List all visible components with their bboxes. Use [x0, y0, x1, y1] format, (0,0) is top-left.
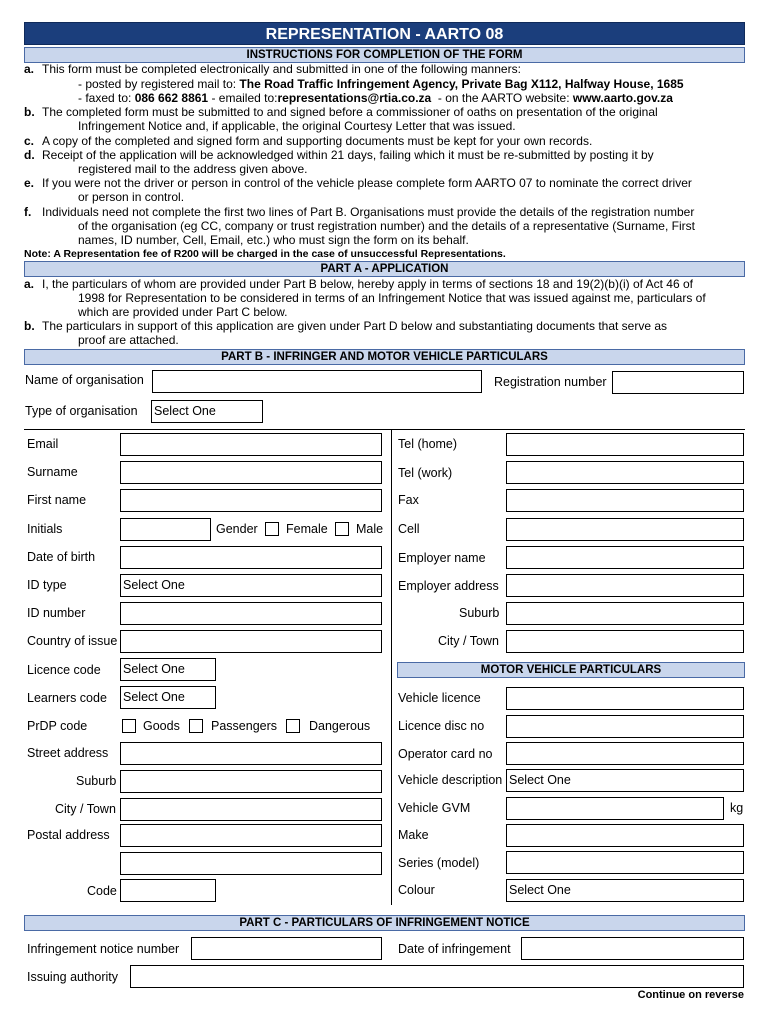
female-label: Female — [286, 522, 328, 536]
goods-label: Goods — [143, 719, 180, 733]
city-town-input[interactable] — [120, 798, 382, 821]
part-a-a-text2: 1998 for Representation to be considered in terms of an Infringement Notice that was issued against me, particulars of — [78, 291, 706, 305]
operator-card-label: Operator card no — [398, 747, 493, 761]
employer-address-label: Employer address — [398, 579, 499, 593]
instruction-d-letter: d. — [24, 148, 35, 162]
postal-address-label: Postal address — [27, 828, 110, 842]
dob-label: Date of birth — [27, 550, 96, 564]
fee-note: Note: A Representation fee of R200 will be charged in the case of unsuccessful Representations. — [24, 248, 506, 260]
org-type-select[interactable]: Select One — [151, 400, 263, 423]
make-label: Make — [398, 828, 429, 842]
part-b-heading: PART B - INFRINGER AND MOTOR VEHICLE PARTICULARS — [24, 349, 745, 365]
licence-code-select[interactable]: Select One — [120, 658, 216, 681]
colour-label: Colour — [398, 883, 435, 897]
fax-label: Fax — [398, 493, 419, 507]
instruction-a-text: This form must be completed electronically and submitted in one of the following manners: — [42, 62, 521, 76]
part-a-b-text2: proof are attached. — [78, 333, 179, 347]
email-prefix: - emailed to: — [208, 91, 278, 105]
part-c-heading: PART C - PARTICULARS OF INFRINGEMENT NOTICE — [24, 915, 745, 931]
employer-name-label: Employer name — [398, 551, 486, 565]
colour-select[interactable]: Select One — [506, 879, 744, 902]
licence-disc-label: Licence disc no — [398, 719, 485, 733]
part-a-a — [24, 277, 693, 291]
first-name-input[interactable] — [120, 489, 382, 512]
instruction-f-text3: names, ID number, Cell, Email, etc.) who must sign the form on its behalf. — [78, 233, 469, 247]
country-issue-input[interactable] — [120, 630, 382, 653]
employer-name-input[interactable] — [506, 546, 744, 569]
cell-label: Cell — [398, 522, 420, 536]
male-label: Male — [356, 522, 384, 536]
surname-label: Surname — [27, 465, 78, 479]
instruction-b-text2: Infringement Notice and, if applicable, the original Courtesy Letter that was issued. — [78, 119, 516, 133]
email-input[interactable] — [120, 433, 382, 456]
id-type-select[interactable]: Select One — [120, 574, 382, 597]
org-name-label: Name of organisation — [25, 373, 144, 387]
tel-home-input[interactable] — [506, 433, 744, 456]
post-address: The Road Traffic Infringement Agency, Private Bag X112, Halfway House, 1685 — [239, 77, 684, 91]
fax-prefix: - faxed to: — [78, 91, 135, 105]
dangerous-checkbox[interactable] — [286, 719, 300, 733]
learners-code-label: Learners code — [27, 691, 107, 705]
male-checkbox[interactable] — [335, 522, 349, 536]
street-address-input[interactable] — [120, 742, 382, 765]
series-input[interactable] — [506, 851, 744, 874]
instruction-d-text1: Receipt of the application will be acknowledged within 21 days, failing which it must be re-submitted by posting it by — [42, 148, 654, 162]
postal-address-input-1[interactable] — [120, 824, 382, 847]
instruction-f-text2: of the organisation (eg CC, company or trust registration number) and the details of a representative (Surname, First — [78, 219, 695, 233]
instruction-a-fax — [24, 91, 673, 105]
instruction-b-letter: b. — [24, 105, 35, 119]
email-address: representations@rtia.co.za — [277, 91, 432, 105]
dangerous-label: Dangerous — [309, 719, 371, 733]
initials-label: Initials — [27, 522, 63, 536]
dob-input[interactable] — [120, 546, 382, 569]
passengers-label: Passengers — [211, 719, 278, 733]
notice-number-input[interactable] — [191, 937, 382, 960]
goods-checkbox[interactable] — [122, 719, 136, 733]
website: www.aarto.gov.za — [572, 91, 673, 105]
instruction-e — [24, 176, 692, 190]
vehicle-gvm-input[interactable] — [506, 797, 724, 820]
id-number-input[interactable] — [120, 602, 382, 625]
part-a-b-text1: The particulars in support of this application are given under Part D below and substantiating documents that serve as — [42, 319, 668, 333]
city-town-label: City / Town — [55, 802, 116, 816]
street-address-label: Street address — [27, 746, 109, 760]
operator-card-input[interactable] — [506, 742, 744, 765]
suburb-input[interactable] — [120, 770, 382, 793]
instruction-a-letter: a. — [24, 62, 35, 76]
employer-city-label: City / Town — [438, 634, 499, 648]
instruction-c — [24, 134, 592, 148]
org-type-label: Type of organisation — [25, 404, 138, 418]
instruction-c-letter: c. — [24, 134, 35, 148]
tel-work-input[interactable] — [506, 461, 744, 484]
issuing-authority-label: Issuing authority — [27, 970, 119, 984]
code-label: Code — [87, 884, 117, 898]
surname-input[interactable] — [120, 461, 382, 484]
code-input[interactable] — [120, 879, 216, 902]
first-name-label: First name — [27, 493, 87, 507]
web-prefix: - on the AARTO website: — [431, 91, 573, 105]
employer-suburb-label: Suburb — [459, 606, 500, 620]
suburb-label: Suburb — [76, 774, 117, 788]
part-a-a-text3: which are provided under Part C below. — [78, 305, 288, 319]
divider — [24, 429, 745, 430]
instruction-d — [24, 148, 654, 162]
part-a-a-text1: I, the particulars of whom are provided under Part B below, hereby apply in terms of sections 18 and 19(2)(b)(i) of Act 46 of — [42, 277, 693, 291]
initials-input[interactable] — [120, 518, 211, 541]
instruction-f — [24, 205, 694, 219]
date-infringement-input[interactable] — [521, 937, 744, 960]
tel-work-label: Tel (work) — [398, 466, 453, 480]
series-label: Series (model) — [398, 856, 480, 870]
vehicle-licence-label: Vehicle licence — [398, 691, 481, 705]
postal-address-input-2[interactable] — [120, 852, 382, 875]
date-infringement-label: Date of infringement — [398, 942, 511, 956]
vehicle-description-label: Vehicle description — [398, 773, 503, 787]
instruction-e-text2: or person in control. — [78, 190, 185, 204]
tel-home-label: Tel (home) — [398, 437, 458, 451]
motor-vehicle-heading: MOTOR VEHICLE PARTICULARS — [397, 662, 745, 678]
instruction-e-letter: e. — [24, 176, 35, 190]
prdp-code-label: PrDP code — [27, 719, 88, 733]
id-type-label: ID type — [27, 578, 67, 592]
fax-input[interactable] — [506, 489, 744, 512]
employer-suburb-input[interactable] — [506, 602, 744, 625]
org-name-input[interactable] — [152, 370, 482, 393]
reg-number-input[interactable] — [612, 371, 744, 394]
instruction-b-text1: The completed form must be submitted to and signed before a commissioner of oaths on presentation of the original — [42, 105, 658, 119]
part-a-b — [24, 319, 667, 333]
instruction-d-text2: registered mail to the address given above. — [78, 162, 308, 176]
notice-number-label: Infringement notice number — [27, 942, 180, 956]
instruction-a — [24, 62, 521, 76]
instructions-heading: INSTRUCTIONS FOR COMPLETION OF THE FORM — [24, 47, 745, 63]
licence-disc-input[interactable] — [506, 715, 744, 738]
id-number-label: ID number — [27, 606, 86, 620]
column-divider — [391, 429, 392, 905]
female-checkbox[interactable] — [265, 522, 279, 536]
instruction-e-text1: If you were not the driver or person in control of the vehicle please complete form AARTO 07 to nominate the correct driver — [42, 176, 692, 190]
employer-city-input[interactable] — [506, 630, 744, 653]
fax-number: 086 662 8861 — [134, 91, 209, 105]
part-a-heading: PART A - APPLICATION — [24, 261, 745, 277]
country-issue-label: Country of issue — [27, 634, 118, 648]
part-a-a-letter: a. — [24, 277, 35, 291]
employer-address-input[interactable] — [506, 574, 744, 597]
form-title: REPRESENTATION - AARTO 08 — [24, 22, 745, 45]
post-prefix: - posted by registered mail to: — [78, 77, 240, 91]
email-label: Email — [27, 437, 59, 451]
issuing-authority-input[interactable] — [130, 965, 744, 988]
gender-label: Gender — [216, 522, 258, 536]
licence-code-label: Licence code — [27, 663, 101, 677]
continue-on-reverse: Continue on reverse — [637, 989, 744, 1001]
cell-input[interactable] — [506, 518, 744, 541]
learners-code-select[interactable]: Select One — [120, 686, 216, 709]
passengers-checkbox[interactable] — [189, 719, 203, 733]
make-input[interactable] — [506, 824, 744, 847]
kg-unit-label: kg — [730, 801, 744, 815]
vehicle-description-select[interactable]: Select One — [506, 769, 744, 792]
vehicle-gvm-label: Vehicle GVM — [398, 801, 471, 815]
instruction-a-post — [24, 77, 684, 91]
instruction-f-text1: Individuals need not complete the first two lines of Part B. Organisations must provide the details of the registration number — [42, 205, 695, 219]
part-a-b-letter: b. — [24, 319, 35, 333]
instruction-c-text: A copy of the completed and signed form and supporting documents must be kept for your own records. — [42, 134, 593, 148]
instruction-b — [24, 105, 658, 119]
reg-number-label: Registration number — [494, 375, 607, 389]
instruction-f-letter: f. — [24, 205, 32, 219]
vehicle-licence-input[interactable] — [506, 687, 744, 710]
